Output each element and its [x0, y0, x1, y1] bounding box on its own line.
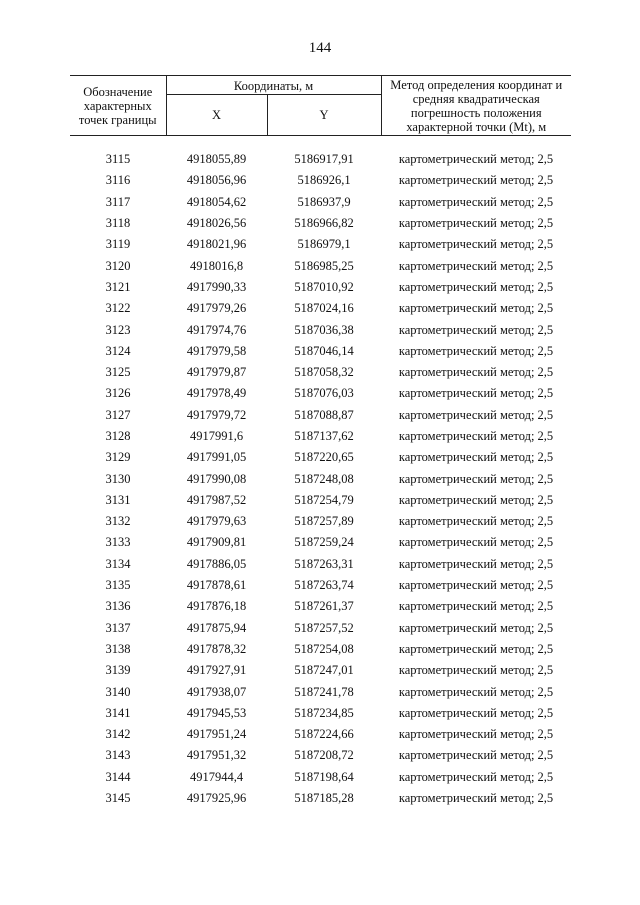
table-row — [70, 681, 571, 702]
y-coordinate-cell: 5187076,03 — [294, 386, 354, 401]
table-row — [70, 277, 571, 298]
point-id-cell: 3128 — [105, 429, 131, 443]
method-cell: картометрический метод; 2,5 — [398, 599, 554, 614]
method-cell: картометрический метод; 2,5 — [398, 705, 554, 720]
method-cell: картометрический метод; 2,5 — [398, 514, 554, 529]
point-id-cell: 3142 — [105, 727, 131, 742]
y-coordinate-cell: 5187254,08 — [294, 641, 354, 656]
method-cell: картометрический метод; 2,5 — [398, 237, 554, 252]
table-row — [70, 405, 571, 426]
x-coordinate-cell: 4917979,72 — [186, 407, 247, 422]
header-designation: Обозначение характерных точек границы — [70, 76, 166, 136]
y-coordinate-cell: 5186966,82 — [294, 216, 354, 231]
x-coordinate-cell: 4917990,33 — [186, 279, 247, 294]
method-cell: картометрический метод; 2,5 — [398, 258, 554, 273]
table-row — [70, 192, 571, 213]
x-coordinate-cell: 4918021,96 — [186, 237, 247, 252]
method-cell: картометрический метод; 2,5 — [398, 407, 554, 422]
point-id-cell: 3121 — [105, 279, 131, 294]
y-coordinate-cell: 5187224,66 — [294, 727, 354, 742]
y-coordinate-cell: 5187234,85 — [294, 705, 354, 720]
method-cell: картометрический метод; 2,5 — [398, 748, 554, 763]
point-id-cell: 3123 — [105, 322, 131, 337]
x-coordinate-cell: 4917925,96 — [186, 791, 247, 806]
method-cell: картометрический метод; 2,5 — [398, 727, 554, 742]
table-row — [70, 170, 571, 191]
point-id-cell: 3118 — [105, 216, 131, 231]
x-coordinate-cell: 4918054,62 — [186, 194, 247, 209]
x-coordinate-cell: 4917991,6 — [189, 429, 244, 443]
table-row — [70, 575, 571, 596]
table-row — [70, 660, 571, 681]
point-id-cell: 3127 — [105, 407, 131, 422]
point-id-cell: 3139 — [105, 663, 131, 678]
x-coordinate-cell: 4917974,76 — [186, 322, 247, 337]
table-row — [70, 213, 571, 234]
method-cell: картометрический метод; 2,5 — [398, 173, 554, 188]
method-cell: картометрический метод; 2,5 — [398, 663, 554, 678]
x-coordinate-cell: 4917991,05 — [186, 450, 247, 465]
method-cell: картометрический метод; 2,5 — [398, 492, 554, 507]
y-coordinate-cell: 5187058,32 — [294, 365, 354, 380]
table-row — [70, 788, 571, 809]
header-method: Метод определения координат и средняя квадратическая погрешность положения характерной точки (Mt), м — [381, 76, 571, 136]
header-coordinates: Координаты, м — [166, 76, 381, 95]
x-coordinate-cell: 4917886,05 — [186, 556, 247, 571]
table-row — [70, 532, 571, 553]
point-id-cell: 3143 — [105, 748, 131, 763]
method-cell: картометрический метод; 2,5 — [398, 578, 554, 593]
point-id-cell: 3116 — [105, 173, 131, 188]
x-coordinate-cell: 4917876,18 — [186, 599, 247, 614]
table-row — [70, 362, 571, 383]
x-coordinate-cell: 4917951,32 — [186, 748, 247, 763]
point-id-cell: 3135 — [105, 578, 131, 593]
y-coordinate-cell: 5187185,28 — [294, 791, 354, 806]
y-coordinate-cell: 5187241,78 — [294, 684, 354, 699]
method-cell: картометрический метод; 2,5 — [398, 641, 554, 656]
point-id-cell: 3130 — [105, 471, 131, 486]
header-y: Y — [267, 95, 381, 136]
y-coordinate-cell: 5187257,52 — [294, 620, 354, 635]
method-cell: картометрический метод; 2,5 — [398, 301, 554, 316]
x-coordinate-cell: 4917979,58 — [186, 343, 247, 358]
x-coordinate-cell: 4917938,07 — [186, 684, 247, 699]
point-id-cell: 3132 — [105, 514, 131, 529]
method-cell: картометрический метод; 2,5 — [398, 620, 554, 635]
table-row — [70, 383, 571, 404]
y-coordinate-cell: 5187220,65 — [294, 450, 354, 465]
x-coordinate-cell: 4917987,52 — [186, 492, 247, 507]
x-coordinate-cell: 4917878,61 — [186, 578, 247, 593]
table-row — [70, 724, 571, 745]
table-row — [70, 255, 571, 276]
coordinates-table — [70, 75, 571, 809]
table-row — [70, 234, 571, 255]
method-cell: картометрический метод; 2,5 — [398, 450, 554, 465]
method-cell: картометрический метод; 2,5 — [398, 322, 554, 337]
x-coordinate-cell: 4917878,32 — [186, 641, 247, 656]
method-cell: картометрический метод; 2,5 — [398, 429, 554, 443]
x-coordinate-cell: 4917944,4 — [189, 769, 244, 784]
y-coordinate-cell: 5187263,31 — [294, 556, 354, 571]
x-coordinate-cell: 4917978,49 — [186, 386, 247, 401]
x-coordinate-cell: 4917979,63 — [186, 514, 247, 529]
y-coordinate-cell: 5186979,1 — [297, 237, 351, 252]
table-row — [70, 319, 571, 340]
point-id-cell: 3117 — [105, 194, 131, 209]
table-row — [70, 298, 571, 319]
method-cell: картометрический метод; 2,5 — [398, 769, 554, 784]
y-coordinate-cell: 5187263,74 — [294, 578, 354, 593]
x-coordinate-cell: 4917909,81 — [186, 535, 247, 550]
method-cell: картометрический метод; 2,5 — [398, 386, 554, 401]
x-coordinate-cell: 4917951,24 — [186, 727, 247, 742]
table-row — [70, 639, 571, 660]
x-coordinate-cell: 4917990,08 — [186, 471, 247, 486]
point-id-cell: 3136 — [105, 599, 131, 614]
table-row — [70, 618, 571, 639]
table-row — [70, 596, 571, 617]
table-body — [70, 136, 571, 810]
point-id-cell: 3126 — [105, 386, 131, 401]
x-coordinate-cell: 4918055,89 — [186, 152, 247, 167]
y-coordinate-cell: 5187208,72 — [294, 748, 354, 763]
point-id-cell: 3119 — [105, 237, 131, 252]
point-id-cell: 3115 — [105, 152, 131, 167]
x-coordinate-cell: 4918026,56 — [186, 216, 247, 231]
table-row — [70, 703, 571, 724]
point-id-cell: 3140 — [105, 684, 131, 699]
point-id-cell: 3141 — [105, 705, 131, 720]
method-cell: картометрический метод; 2,5 — [398, 216, 554, 231]
header-x: X — [166, 95, 267, 136]
point-id-cell: 3138 — [105, 641, 131, 656]
table-row — [70, 447, 571, 468]
y-coordinate-cell: 5187088,87 — [294, 407, 354, 422]
y-coordinate-cell: 5187259,24 — [294, 535, 354, 550]
table-row — [70, 149, 571, 170]
y-coordinate-cell: 5186917,91 — [294, 152, 354, 167]
y-coordinate-cell: 5187010,92 — [294, 279, 354, 294]
method-cell: картометрический метод; 2,5 — [398, 152, 554, 167]
y-coordinate-cell: 5187247,01 — [294, 663, 354, 678]
point-id-cell: 3122 — [105, 301, 131, 316]
x-coordinate-cell: 4918016,8 — [189, 258, 244, 273]
method-cell: картометрический метод; 2,5 — [398, 471, 554, 486]
y-coordinate-cell: 5187257,89 — [294, 514, 354, 529]
point-id-cell: 3125 — [105, 365, 131, 380]
x-coordinate-cell: 4918056,96 — [186, 173, 247, 188]
x-coordinate-cell: 4917979,87 — [186, 365, 247, 380]
point-id-cell: 3133 — [105, 535, 131, 550]
method-cell: картометрический метод; 2,5 — [398, 791, 554, 806]
point-id-cell: 3145 — [105, 791, 131, 806]
y-coordinate-cell: 5187046,14 — [294, 343, 354, 358]
table-row — [70, 554, 571, 575]
table-row — [70, 767, 571, 788]
table-row — [70, 490, 571, 511]
y-coordinate-cell: 5187261,37 — [294, 599, 354, 614]
y-coordinate-cell: 5186926,1 — [297, 173, 351, 188]
y-coordinate-cell: 5186937,9 — [297, 194, 351, 209]
point-id-cell: 3120 — [105, 258, 131, 273]
method-cell: картометрический метод; 2,5 — [398, 343, 554, 358]
point-id-cell: 3144 — [105, 769, 131, 784]
method-cell: картометрический метод; 2,5 — [398, 365, 554, 380]
table-row — [70, 426, 571, 447]
page-number: 144 — [308, 40, 332, 56]
x-coordinate-cell: 4917979,26 — [186, 301, 247, 316]
table-row — [70, 511, 571, 532]
method-cell: картометрический метод; 2,5 — [398, 684, 554, 699]
method-cell: картометрический метод; 2,5 — [398, 556, 554, 571]
y-coordinate-cell: 5187248,08 — [294, 471, 354, 486]
y-coordinate-cell: 5187254,79 — [294, 492, 354, 507]
y-coordinate-cell: 5186985,25 — [294, 258, 354, 273]
x-coordinate-cell: 4917945,53 — [186, 705, 247, 720]
table-row — [70, 745, 571, 766]
y-coordinate-cell: 5187137,62 — [294, 429, 354, 443]
method-cell: картометрический метод; 2,5 — [398, 279, 554, 294]
point-id-cell: 3124 — [105, 343, 131, 358]
table-row — [70, 468, 571, 489]
point-id-cell: 3131 — [105, 492, 131, 507]
point-id-cell: 3137 — [105, 620, 131, 635]
table-header — [70, 76, 571, 136]
table-row — [70, 341, 571, 362]
y-coordinate-cell: 5187036,38 — [294, 322, 354, 337]
y-coordinate-cell: 5187198,64 — [294, 769, 354, 784]
point-id-cell: 3134 — [105, 556, 131, 571]
x-coordinate-cell: 4917927,91 — [186, 663, 247, 678]
point-id-cell: 3129 — [105, 450, 131, 465]
method-cell: картометрический метод; 2,5 — [398, 194, 554, 209]
x-coordinate-cell: 4917875,94 — [186, 620, 247, 635]
method-cell: картометрический метод; 2,5 — [398, 535, 554, 550]
y-coordinate-cell: 5187024,16 — [294, 301, 354, 316]
